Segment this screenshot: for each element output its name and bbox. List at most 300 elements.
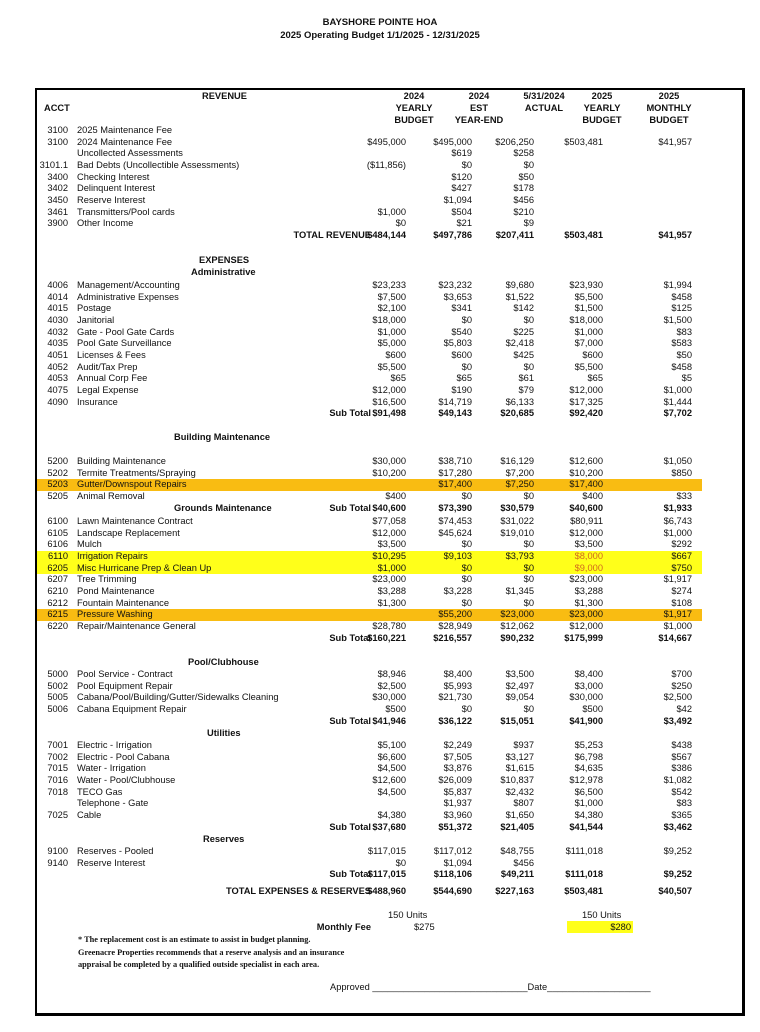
total-label: Sub Total	[329, 821, 371, 832]
cell-est-year-end-2024: $0	[461, 159, 472, 170]
cell-est-year-end-2024: $38,710	[438, 456, 472, 466]
cell-budget-2024: $23,000	[372, 574, 406, 585]
cell-actual-ytd: $23,000	[500, 609, 534, 620]
cell-actual-ytd: $0	[523, 361, 534, 372]
cell-monthly-2025: $2,500	[663, 692, 692, 703]
account-number: 6207	[47, 574, 68, 585]
account-number: 3100	[47, 136, 68, 147]
cell-budget-2025: $4,635	[574, 763, 603, 774]
table-row	[37, 491, 702, 503]
cell-monthly-2025: $365	[671, 809, 692, 820]
table-row	[37, 385, 702, 397]
cell-monthly-2025: $667	[671, 550, 692, 561]
cell-budget-2025: $41,544	[569, 821, 603, 832]
cell-monthly-2025: $33	[676, 490, 692, 501]
cell-budget-2024: $16,500	[372, 396, 406, 407]
cell-budget-2024: $2,500	[377, 680, 406, 691]
cell-monthly-2025: $6,743	[663, 516, 692, 526]
cell-budget-2024: $40,600	[372, 502, 406, 513]
cell-budget-2024: $1,000	[377, 206, 406, 217]
account-number: 7015	[47, 763, 68, 774]
total-label: Sub Total	[329, 408, 371, 419]
account-description: Bad Debts (Uncollectible Assessments)	[77, 159, 240, 170]
cell-monthly-2025: $1,050	[663, 456, 692, 466]
column-header-line: 5/31/2024	[523, 91, 565, 101]
subtotal-row-pool	[37, 716, 702, 728]
account-number: 5203	[47, 479, 68, 490]
account-number: 6105	[47, 527, 68, 538]
account-number: 4030	[47, 314, 68, 325]
cell-actual-ytd: $178	[513, 183, 534, 194]
cell-monthly-2025: $40,507	[658, 886, 692, 896]
cell-budget-2025: $3,000	[574, 680, 603, 691]
cell-monthly-2025: $1,994	[663, 280, 692, 290]
table-row	[37, 172, 702, 184]
section-title-utilities: Utilities	[207, 728, 241, 738]
cell-budget-2024: $12,600	[372, 774, 406, 785]
table-row	[37, 858, 702, 870]
total-label: Sub Total	[329, 715, 371, 726]
account-number: 5002	[47, 680, 68, 691]
cell-budget-2025: $503,481	[564, 136, 603, 147]
table-row	[37, 397, 702, 409]
account-description: Repair/Maintenance General	[77, 620, 196, 631]
cell-est-year-end-2024: $17,280	[438, 467, 472, 478]
cell-monthly-2025: $1,444	[663, 396, 692, 407]
date-label: Date	[527, 982, 548, 992]
table-row	[37, 160, 702, 172]
total-label: Sub Total	[329, 632, 371, 643]
cell-budget-2024: $484,144	[367, 229, 406, 240]
table-row	[37, 681, 702, 693]
cell-budget-2025: $503,481	[564, 886, 603, 896]
cell-actual-ytd: $15,051	[500, 715, 534, 726]
cell-actual-ytd: $0	[523, 314, 534, 325]
org-title: BAYSHORE POINTE HOA	[322, 17, 438, 28]
cell-actual-ytd: $1,615	[505, 763, 534, 774]
cell-actual-ytd: $30,579	[500, 502, 534, 513]
table-row	[37, 195, 702, 207]
cell-monthly-2025: $250	[671, 680, 692, 691]
account-description: Audit/Tax Prep	[77, 361, 138, 372]
cell-actual-ytd: $48,755	[500, 846, 534, 856]
cell-actual-ytd: $12,062	[500, 620, 534, 631]
monthly-fee-label: Monthly Fee	[316, 922, 371, 932]
cell-actual-ytd: $1,345	[505, 585, 534, 596]
cell-budget-2025: $7,000	[574, 338, 603, 349]
subtotal-row-building	[37, 503, 702, 515]
table-row	[37, 303, 702, 315]
acct-header: ACCT	[44, 103, 70, 113]
total-revenue-row	[37, 230, 702, 242]
account-number: 4032	[47, 326, 68, 337]
account-description: Janitorial	[77, 314, 115, 325]
cell-est-year-end-2024: $600	[451, 349, 472, 360]
cell-est-year-end-2024: $45,624	[438, 527, 472, 538]
cell-est-year-end-2024: $14,719	[438, 396, 472, 407]
account-description: Postage	[77, 303, 112, 314]
account-number: 6205	[47, 562, 68, 573]
column-header-line: EST	[469, 103, 489, 113]
cell-est-year-end-2024: $21,730	[438, 692, 472, 703]
cell-actual-ytd: $10,837	[500, 774, 534, 785]
cell-monthly-2025: $42	[676, 703, 692, 714]
account-number: 4053	[47, 373, 68, 384]
date-field[interactable]: ____________________	[547, 982, 651, 992]
account-description: Water - Irrigation	[77, 763, 146, 774]
cell-budget-2025: $8,400	[574, 669, 603, 679]
grand-total-row	[37, 886, 702, 898]
cell-est-year-end-2024: $5,993	[443, 680, 472, 691]
cell-budget-2024: $500	[385, 703, 406, 714]
column-header-line: 2025	[658, 91, 680, 101]
cell-budget-2024: $23,233	[372, 280, 406, 290]
account-number: 3400	[47, 171, 68, 182]
cell-est-year-end-2024: $0	[461, 597, 472, 608]
cell-monthly-2025: $567	[671, 751, 692, 762]
cell-actual-ytd: $225	[513, 326, 534, 337]
cell-budget-2024: $3,500	[377, 539, 406, 550]
account-number: 3100	[47, 125, 68, 135]
section-title-grounds: Grounds Maintenance	[174, 503, 272, 513]
cell-actual-ytd: $142	[513, 303, 534, 314]
cell-est-year-end-2024: $74,453	[438, 516, 472, 526]
cell-budget-2025: $3,500	[574, 539, 603, 550]
cell-actual-ytd: $90,232	[500, 632, 534, 643]
cell-budget-2024: $1,300	[377, 597, 406, 608]
total-label: TOTAL EXPENSES & RESERVES	[225, 886, 371, 896]
table-row	[37, 207, 702, 219]
cell-budget-2025: $4,380	[574, 809, 603, 820]
account-number: 3402	[47, 183, 68, 194]
cell-budget-2024: $8,946	[377, 669, 406, 679]
cell-est-year-end-2024: $65	[456, 373, 472, 384]
units-2024: 150 Units	[388, 910, 428, 920]
total-label: TOTAL REVENUE	[293, 229, 371, 240]
cell-est-year-end-2024: $540	[451, 326, 472, 337]
cell-budget-2025: $6,798	[574, 751, 603, 762]
cell-monthly-2025: $7,702	[663, 408, 692, 419]
cell-budget-2025: $23,000	[569, 609, 603, 620]
cell-est-year-end-2024: $23,232	[438, 280, 472, 290]
cell-actual-ytd: $227,163	[495, 886, 534, 896]
cell-monthly-2025: $1,917	[663, 609, 692, 620]
cell-budget-2025: $10,200	[569, 467, 603, 478]
column-header-line: ACTUAL	[524, 103, 564, 113]
column-header-line: 2024	[468, 91, 490, 101]
table-row	[37, 692, 702, 704]
monthly-fee-2024: $275	[414, 922, 435, 932]
cell-budget-2025: $500	[582, 703, 603, 714]
cell-budget-2025: $12,000	[569, 620, 603, 631]
cell-budget-2025: $111,018	[565, 846, 603, 856]
account-description: Pressure Washing	[77, 609, 153, 620]
account-description: Uncollected Assessments	[77, 148, 183, 159]
cell-budget-2024: $30,000	[372, 692, 406, 703]
cell-budget-2024: $488,960	[367, 886, 406, 896]
column-header-line: BUDGET	[649, 115, 689, 125]
cell-actual-ytd: $9,680	[505, 280, 534, 290]
table-row	[37, 551, 702, 563]
cell-actual-ytd: $7,250	[505, 479, 534, 490]
account-description: Pool Service - Contract	[77, 669, 173, 679]
table-row	[37, 125, 702, 137]
account-description: Animal Removal	[77, 490, 145, 501]
cell-est-year-end-2024: $3,876	[443, 763, 472, 774]
account-number: 6110	[48, 550, 68, 561]
cell-est-year-end-2024: $5,803	[443, 338, 472, 349]
cell-budget-2025: $12,978	[569, 774, 603, 785]
cell-est-year-end-2024: $118,106	[433, 869, 472, 880]
cell-budget-2024: $400	[385, 490, 406, 501]
cell-est-year-end-2024: $0	[461, 314, 472, 325]
cell-actual-ytd: $807	[513, 798, 534, 809]
cell-est-year-end-2024: $117,012	[433, 846, 472, 856]
account-description: Pool Gate Surveillance	[77, 338, 172, 349]
account-number: 4052	[47, 361, 68, 372]
column-header-line: YEARLY	[583, 103, 621, 113]
cell-budget-2025: $400	[582, 490, 603, 501]
cell-budget-2024: $1,000	[377, 326, 406, 337]
cell-budget-2024: ($11,856)	[366, 159, 406, 170]
cell-est-year-end-2024: $1,094	[443, 857, 472, 868]
cell-budget-2024: $0	[395, 218, 406, 229]
account-number: 3900	[47, 218, 68, 229]
cell-est-year-end-2024: $504	[451, 206, 472, 217]
cell-budget-2025: $17,325	[569, 396, 603, 407]
cell-actual-ytd: $50	[518, 171, 534, 182]
cell-budget-2025: $1,500	[574, 303, 603, 314]
cell-budget-2024: $5,100	[377, 740, 406, 750]
table-row	[37, 183, 702, 195]
cell-budget-2025: $5,500	[574, 361, 603, 372]
account-number: 7018	[47, 786, 68, 797]
table-row	[37, 539, 702, 551]
cell-monthly-2025: $1,500	[663, 314, 692, 325]
cell-budget-2025: $1,300	[574, 597, 603, 608]
cell-budget-2025: $92,420	[569, 408, 603, 419]
cell-actual-ytd: $210	[513, 206, 534, 217]
column-header-line: MONTHLY	[646, 103, 692, 113]
cell-budget-2025: $8,000	[574, 550, 603, 561]
cell-est-year-end-2024: $120	[451, 171, 472, 182]
cell-budget-2024: $6,600	[377, 751, 406, 762]
account-number: 3101.1	[39, 159, 68, 170]
cell-actual-ytd: $16,129	[500, 456, 534, 466]
cell-actual-ytd: $79	[518, 384, 534, 395]
cell-budget-2025: $41,900	[569, 715, 603, 726]
table-row	[37, 292, 702, 304]
account-number: 7002	[47, 751, 68, 762]
cell-monthly-2025: $41,957	[658, 229, 692, 240]
account-description: Termite Treatments/Spraying	[77, 467, 196, 478]
cell-budget-2024: $117,015	[367, 869, 406, 880]
approved-signature-field[interactable]: ______________________________	[372, 982, 528, 992]
account-description: Reserve Interest	[77, 857, 146, 868]
table-row	[37, 810, 702, 822]
cell-actual-ytd: $206,250	[495, 136, 534, 147]
table-row	[37, 327, 702, 339]
account-description: Administrative Expenses	[77, 291, 179, 302]
account-number: 4014	[47, 291, 68, 302]
budget-subtitle: 2025 Operating Budget 1/1/2025 - 12/31/2025	[280, 30, 480, 41]
account-description: Licenses & Fees	[77, 349, 146, 360]
table-row	[37, 574, 702, 586]
account-number: 5202	[47, 467, 68, 478]
account-number: 6210	[47, 585, 68, 596]
cell-budget-2024: $10,200	[372, 467, 406, 478]
cell-budget-2024: $4,500	[377, 763, 406, 774]
cell-budget-2025: $80,911	[570, 516, 603, 526]
cell-est-year-end-2024: $0	[461, 703, 472, 714]
cell-actual-ytd: $1,650	[505, 809, 534, 820]
cell-monthly-2025: $750	[671, 562, 692, 573]
account-description: Water - Pool/Clubhouse	[77, 774, 176, 785]
cell-est-year-end-2024: $0	[461, 574, 472, 585]
cell-est-year-end-2024: $21	[456, 218, 472, 229]
account-number: 6106	[47, 539, 68, 550]
table-row	[37, 609, 702, 621]
cell-actual-ytd: $258	[513, 148, 534, 159]
account-description: Annual Corp Fee	[77, 373, 148, 384]
cell-monthly-2025: $386	[671, 763, 692, 774]
cell-budget-2024: $495,000	[367, 136, 406, 147]
table-row	[37, 598, 702, 610]
account-number: 5005	[47, 692, 68, 703]
cell-budget-2025: $40,600	[569, 502, 603, 513]
cell-budget-2024: $4,500	[377, 786, 406, 797]
table-row	[37, 218, 702, 230]
cell-actual-ytd: $31,022	[500, 516, 534, 526]
cell-budget-2024: $41,946	[372, 715, 406, 726]
cell-actual-ytd: $2,418	[505, 338, 534, 349]
account-description: Tree Trimming	[77, 574, 137, 585]
subtotal-row-reserves	[37, 869, 702, 881]
account-number: 3450	[47, 194, 68, 205]
cell-budget-2025: $18,000	[569, 314, 603, 325]
subtotal-row-administrative	[37, 408, 702, 420]
cell-monthly-2025: $1,000	[663, 527, 692, 538]
cell-budget-2024: $1,000	[377, 562, 406, 573]
approval-line	[330, 982, 651, 992]
total-label: Sub Total	[329, 869, 371, 880]
cell-monthly-2025: $9,252	[663, 869, 692, 880]
account-number: 6100	[47, 516, 68, 526]
cell-budget-2025: $9,000	[574, 562, 603, 573]
cell-actual-ytd: $0	[523, 490, 534, 501]
cell-budget-2024: $0	[395, 857, 406, 868]
cell-est-year-end-2024: $0	[461, 361, 472, 372]
cell-est-year-end-2024: $427	[451, 183, 472, 194]
table-row	[37, 846, 702, 858]
total-label: Sub Total	[329, 502, 371, 513]
cell-est-year-end-2024: $544,690	[433, 886, 472, 896]
cell-monthly-2025: $50	[676, 349, 692, 360]
table-row	[37, 787, 702, 799]
cell-monthly-2025: $1,082	[663, 774, 692, 785]
table-row	[37, 373, 702, 385]
table-row	[37, 362, 702, 374]
cell-actual-ytd: $21,405	[500, 821, 534, 832]
cell-est-year-end-2024: $0	[461, 539, 472, 550]
cell-est-year-end-2024: $216,557	[433, 632, 472, 643]
cell-budget-2024: $37,680	[372, 821, 406, 832]
account-number: 7025	[47, 809, 68, 820]
account-description: Insurance	[77, 396, 118, 407]
cell-budget-2025: $503,481	[564, 229, 603, 240]
cell-budget-2024: $3,288	[377, 585, 406, 596]
account-number: 4015	[47, 303, 68, 314]
table-row	[37, 704, 702, 716]
cell-actual-ytd: $0	[523, 562, 534, 573]
cell-budget-2024: $7,500	[377, 291, 406, 302]
cell-budget-2024: $91,498	[372, 408, 406, 419]
account-description: TECO Gas	[77, 786, 123, 797]
cell-budget-2024: $18,000	[372, 314, 406, 325]
cell-budget-2025: $23,930	[569, 280, 603, 290]
cell-est-year-end-2024: $73,390	[438, 502, 472, 513]
cell-monthly-2025: $5	[681, 373, 692, 384]
cell-actual-ytd: $425	[513, 349, 534, 360]
table-row	[37, 775, 702, 787]
cell-est-year-end-2024: $190	[451, 384, 472, 395]
account-description: Electric - Pool Cabana	[77, 751, 170, 762]
cell-est-year-end-2024: $3,228	[443, 585, 472, 596]
cell-est-year-end-2024: $9,103	[443, 550, 472, 561]
account-description: Mulch	[77, 539, 102, 550]
cell-budget-2024: $10,295	[372, 550, 406, 561]
table-row	[37, 456, 702, 468]
cell-budget-2024: $117,015	[367, 846, 406, 856]
cell-budget-2024: $2,100	[377, 303, 406, 314]
cell-est-year-end-2024: $1,937	[443, 798, 472, 809]
cell-actual-ytd: $20,685	[500, 408, 534, 419]
account-description: Irrigation Repairs	[77, 550, 148, 561]
column-header-line: 2025	[591, 91, 613, 101]
account-description: Cabana/Pool/Building/Gutter/Sidewalks Cleaning	[77, 692, 279, 703]
column-header-line: 2024	[403, 91, 425, 101]
table-row	[37, 752, 702, 764]
section-title-reserves: Reserves	[203, 834, 245, 844]
cell-est-year-end-2024: $1,094	[443, 194, 472, 205]
cell-actual-ytd: $0	[523, 597, 534, 608]
cell-budget-2025: $12,600	[569, 456, 603, 466]
cell-budget-2025: $65	[587, 373, 603, 384]
cell-actual-ytd: $9,054	[505, 692, 534, 703]
cell-monthly-2025: $125	[671, 303, 692, 314]
cell-budget-2024: $65	[390, 373, 406, 384]
account-description: Telephone - Gate	[77, 798, 149, 809]
table-row	[37, 137, 702, 149]
cell-budget-2025: $1,000	[574, 326, 603, 337]
account-number: 7016	[47, 774, 68, 785]
cell-budget-2024: $5,500	[377, 361, 406, 372]
monthly-fee-2025: $280	[610, 922, 631, 932]
cell-budget-2024: $12,000	[372, 384, 406, 395]
table-row	[37, 563, 702, 575]
account-description: Cable	[77, 809, 102, 820]
account-number: 4075	[47, 384, 68, 395]
cell-budget-2025: $1,000	[574, 798, 603, 809]
account-number: 6212	[47, 597, 68, 608]
cell-est-year-end-2024: $3,960	[443, 809, 472, 820]
account-number: 4035	[47, 338, 68, 349]
table-row	[37, 280, 702, 292]
cell-budget-2024: $4,380	[377, 809, 406, 820]
account-number: 3461	[47, 206, 68, 217]
cell-est-year-end-2024: $0	[461, 490, 472, 501]
subtotal-row-grounds	[37, 633, 702, 645]
